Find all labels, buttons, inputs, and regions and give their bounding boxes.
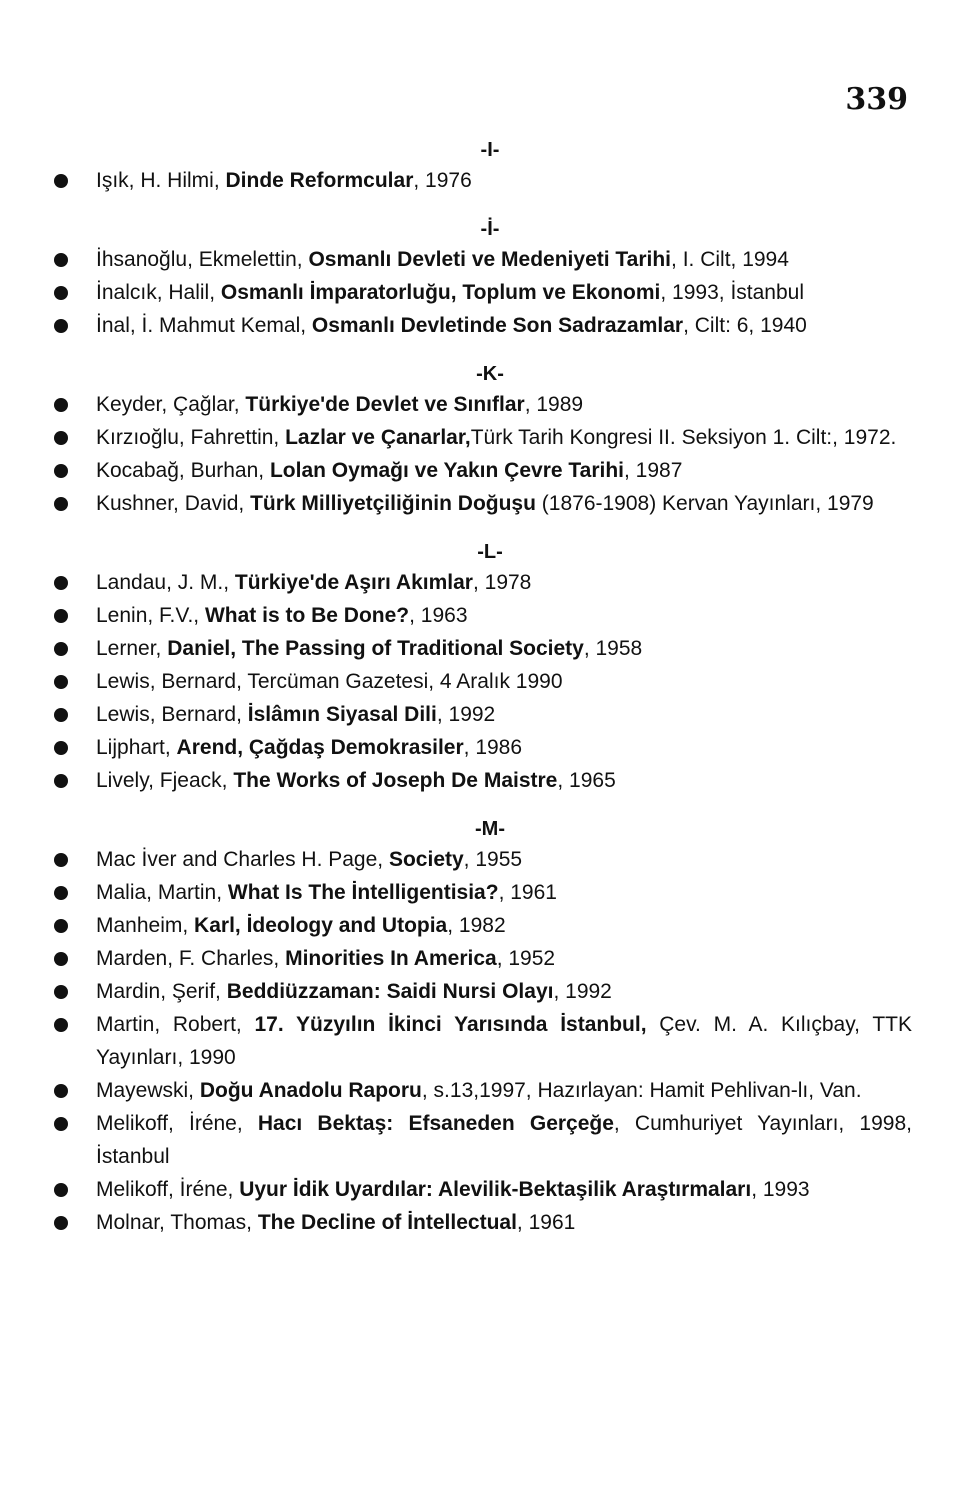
bullet-icon [54,431,68,445]
bibliography-list [0,136,960,1239]
entry-text: Kırzıoğlu, Fahrettin, [96,426,286,449]
entry-text: , 1992 [436,703,496,726]
section [0,136,960,197]
bullet-icon [54,319,68,333]
entry-text: Mac İver and Charles H. Page, [96,848,389,871]
entry-title: Society [388,848,464,871]
entry-text: , 1986 [463,736,523,759]
entry-text: , 1982 [447,914,506,937]
entry-text: Mardin, Şerif, [96,980,227,1003]
bullet-icon [54,609,68,623]
bullet-icon [54,286,68,300]
entry-text: Molnar, Thomas, [96,1211,258,1234]
bullet-icon [54,1183,68,1197]
bullet-icon [54,886,68,900]
entry-text: Çev. M. A. Kılıçbay, TTK Yayınları, 1990 [96,1013,913,1069]
entry-text: İnal, İ. Mahmut Kemal, [96,314,312,337]
bullet-icon [54,174,68,188]
bibliography-entry [0,1173,960,1206]
section-letter: -K- [476,363,504,385]
bibliography-entry [0,731,960,764]
entry-text: Türk Tarih Kongresi II. Seksiyon 1. Cilt:, 1972. [470,426,897,449]
entry-text: , 1976 [413,169,472,192]
bullet-icon [54,1117,68,1131]
entry-text: , 1955 [463,848,523,871]
entry-text: İnalcık, Halil, [96,281,221,304]
bullet-icon [54,253,68,267]
bullet-icon [54,952,68,966]
entry-title: Osmanlı İmparatorluğu, Toplum ve Ekonomi [220,281,661,304]
page-number: 339 [845,82,908,117]
entry-text: , 1965 [557,769,616,792]
bibliography-entry [0,1107,960,1173]
entry-title: Türkiye'de Devlet ve Sınıflar [245,393,525,416]
entry-text: , 1992 [553,980,612,1003]
entry-text: , 1958 [583,637,643,660]
bullet-icon [54,576,68,590]
entry-text: , Cumhuriyet Yayınları, 1998, İstanbul [96,1112,912,1168]
entry-title: What Is The İntelligentisia? [227,881,499,904]
entry-text: Lewis, Bernard, Tercüman Gazetesi, 4 Aralık 1990 [96,670,563,693]
entry-text: (1876-1908) Kervan Yayınları, 1979 [535,492,874,515]
bibliography-entry [0,698,960,731]
bibliography-entry [0,632,960,665]
bibliography-entry [0,1008,960,1074]
bibliography-entry [0,164,960,197]
entry-title: Beddiüzzaman: Saidi Nursi Olayı [226,980,554,1003]
entry-title: Hacı Bektaş: Efsaneden Gerçeğe [257,1112,614,1135]
entry-title: 17. Yüzyılın İkinci Yarısında İstanbul, [254,1013,647,1036]
entry-text: Manheim, [96,914,195,937]
section [0,538,960,797]
entry-text: Kocabağ, Burhan, [96,459,270,482]
bibliography-entry [0,243,960,276]
section [0,815,960,1239]
bibliography-entry [0,566,960,599]
entry-title: Türkiye'de Aşırı Akımlar [234,571,473,594]
bibliography-entry [0,843,960,876]
bullet-icon [54,985,68,999]
bibliography-entry [0,876,960,909]
entry-text: Lerner, [96,637,168,660]
bibliography-entry [0,764,960,797]
entry-text: , 1961 [498,881,557,904]
entry-title: The Works of Joseph De Maistre [233,769,558,792]
bibliography-entry [0,276,960,309]
entry-text: Melikoff, İréne, [96,1112,258,1135]
bullet-icon [54,741,68,755]
section [0,360,960,520]
bibliography-entry [0,388,960,421]
bullet-icon [54,642,68,656]
entry-title: Daniel, The Passing of Traditional Society [167,637,584,660]
entry-title: Osmanlı Devleti ve Medeniyeti Tarihi [308,248,672,271]
entry-text: Lewis, Bernard, [96,703,248,726]
entry-text: , 1952 [496,947,556,970]
entry-title: Doğu Anadolu Raporu [199,1079,422,1102]
bibliography-entry [0,665,960,698]
bullet-icon [54,853,68,867]
bullet-icon [54,708,68,722]
entry-title: What is to Be Done? [204,604,410,627]
entry-text: Işık, H. Hilmi, [96,169,226,192]
entry-title: Osmanlı Devletinde Son Sadrazamlar [311,314,684,337]
entry-text: Melikoff, İréne, [96,1178,240,1201]
bibliography-entry [0,421,960,454]
section-letter: -M- [475,818,505,840]
entry-text: , 1978 [472,571,532,594]
bullet-icon [54,919,68,933]
entry-text: İhsanoğlu, Ekmelettin, [96,248,309,271]
section-letter: -I- [480,139,500,161]
entry-title: Türk Milliyetçiliğinin Doğuşu [250,492,536,515]
bibliography-entry [0,599,960,632]
entry-text: Landau, J. M., [96,571,235,594]
entry-text: Malia, Martin, [96,881,228,904]
entry-text: , 1993, İstanbul [660,281,804,304]
bibliography-entry [0,454,960,487]
entry-text: , 1961 [516,1211,576,1234]
entry-text: , I. Cilt, 1994 [671,248,789,271]
entry-text: , 1963 [409,604,468,627]
entry-text: Mayewski, [96,1079,200,1102]
bullet-icon [54,1018,68,1032]
entry-text: Kushner, David, [96,492,251,515]
entry-text: , s.13,1997, Hazırlayan: Hamit Pehlivan-lı, Van. [421,1079,862,1102]
entry-title: Minorities In America [285,947,497,970]
bullet-icon [54,398,68,412]
entry-text: , 1993 [751,1178,810,1201]
bibliography-entry [0,309,960,342]
bibliography-entry [0,487,960,520]
entry-text: Keyder, Çağlar, [96,393,246,416]
entry-title: Lolan Oymağı ve Yakın Çevre Tarihi [269,459,625,482]
entry-text: Martin, Robert, [96,1013,255,1036]
entry-title: Uyur İdik Uyardılar: Alevilik-Bektaşilik Araştırmaları [239,1178,752,1201]
section-letter: -İ- [480,218,500,240]
bibliography-entry [0,975,960,1008]
section-letter: -L- [477,541,503,563]
entry-text: , 1987 [624,459,683,482]
entry-title: Lazlar ve Çanarlar, [285,426,471,449]
bullet-icon [54,1216,68,1230]
entry-title: Arend, Çağdaş Demokrasiler [176,736,464,759]
entry-text: , Cilt: 6, 1940 [683,314,807,337]
entry-title: İslâmın Siyasal Dili [247,703,437,726]
entry-text: Lijphart, [96,736,177,759]
bibliography-entry [0,1206,960,1239]
bullet-icon [54,774,68,788]
entry-text: Lively, Fjeack, [96,769,234,792]
section [0,215,960,342]
entry-title: Dinde Reformcular [225,169,414,192]
entry-title: Karl, İdeology and Utopia [194,914,448,937]
entry-text: Marden, F. Charles, [96,947,286,970]
bullet-icon [54,1084,68,1098]
bibliography-entry [0,1074,960,1107]
entry-text: , 1989 [524,393,584,416]
entry-title: The Decline of İntellectual [257,1211,517,1234]
bibliography-entry [0,909,960,942]
bibliography-entry [0,942,960,975]
bullet-icon [54,497,68,511]
bullet-icon [54,675,68,689]
entry-text: Lenin, F.V., [96,604,205,627]
bullet-icon [54,464,68,478]
